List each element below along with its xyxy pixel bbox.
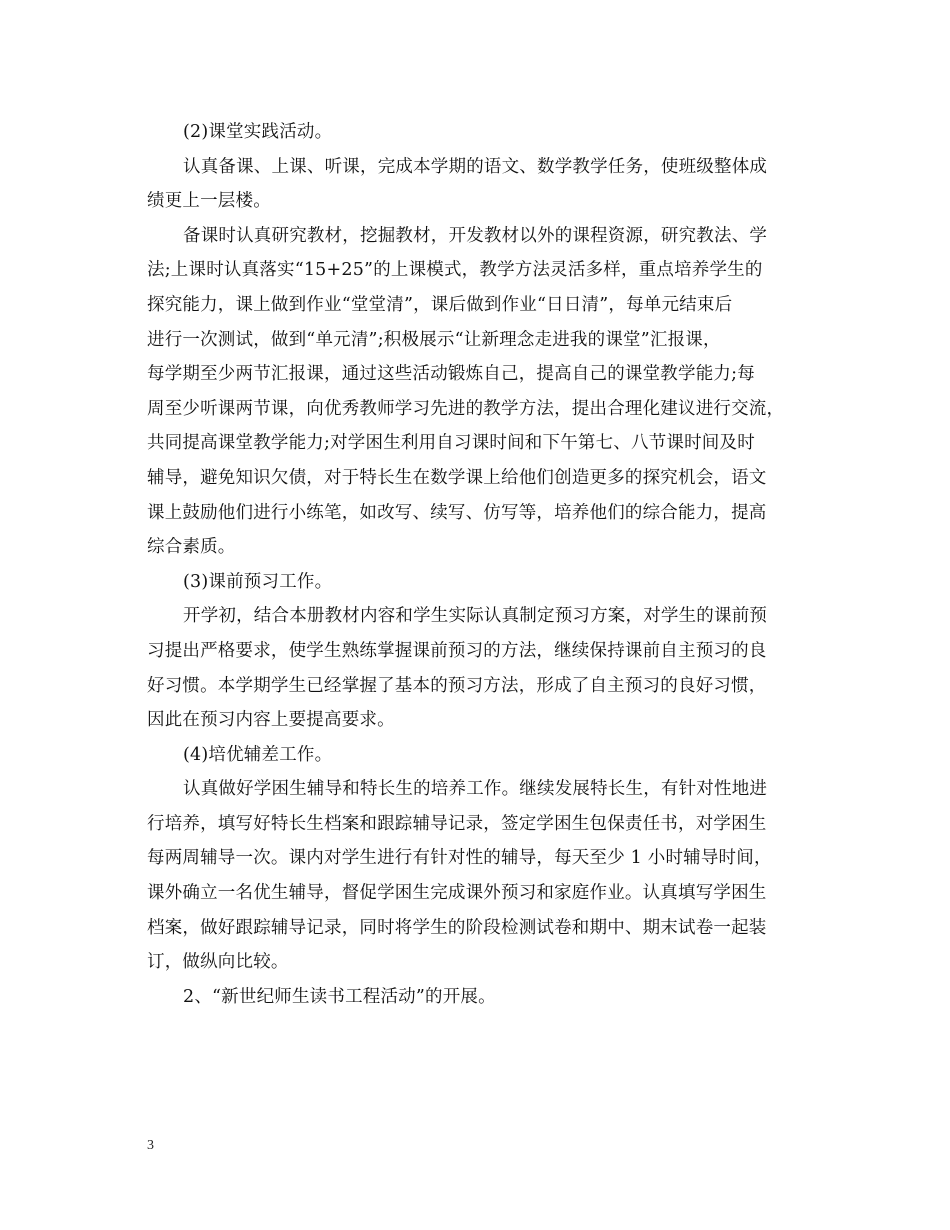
section-heading-reading-project: 2、“新世纪师生读书工程活动”的开展。 — [183, 986, 496, 1007]
paragraph-line: 综合素质。 — [147, 537, 236, 558]
paragraph-line: 绩更上一层楼。 — [147, 191, 271, 212]
paragraph-line: 认真备课、上课、听课，完成本学期的语文、数学教学任务，使班级整体成 — [183, 156, 768, 177]
paragraph-line: 订，做纵向比较。 — [147, 952, 289, 973]
paragraph-line: 因此在预习内容上要提高要求。 — [147, 710, 395, 731]
section-heading-tutoring-work: (4)培优辅差工作。 — [183, 744, 333, 765]
paragraph-line: 探究能力，课上做到作业“堂堂清”，课后做到作业“日日清”，每单元结束后 — [147, 294, 733, 315]
paragraph-line: 法;上课时认真落实“15+25”的上课模式，教学方法灵活多样，重点培养学生的 — [147, 260, 763, 281]
paragraph-line: 习提出严格要求，使学生熟练掌握课前预习的方法，继续保持课前自主预习的良 — [147, 640, 767, 661]
paragraph-line: 开学初，结合本册教材内容和学生实际认真制定预习方案，对学生的课前预 — [183, 606, 768, 627]
section-heading-classroom-practice: (2)课堂实践活动。 — [183, 122, 333, 142]
paragraph-line: 共同提高课堂教学能力;对学困生利用自习课时间和下午第七、八节课时间及时 — [147, 433, 755, 454]
paragraph-line: 认真做好学困生辅导和特长生的培养工作。继续发展特长生，有针对性地进 — [183, 779, 768, 800]
document-body — [147, 115, 812, 1014]
paragraph-line: 课外确立一名优生辅导，督促学困生完成课外预习和家庭作业。认真填写学困生 — [147, 883, 767, 904]
paragraph-line: 每两周辅导一次。课内对学生进行有针对性的辅导，每天至少 1 小时辅导时间， — [147, 848, 772, 869]
paragraph-line: 进行一次测试，做到“单元清”;积极展示“让新理念走进我的课堂”汇报课， — [147, 329, 721, 350]
paragraph-line: 周至少听课两节课，向优秀教师学习先进的教学方法，提出合理化建议进行交流， — [147, 398, 785, 419]
paragraph-line: 辅导，避免知识欠债，对于特长生在数学课上给他们创造更多的探究机会，语文 — [147, 467, 767, 488]
paragraph-line: 课上鼓励他们进行小练笔，如改写、续写、仿写等，培养他们的综合能力，提高 — [147, 502, 767, 523]
section-heading-preview-work: (3)课前预习工作。 — [183, 571, 333, 592]
paragraph-line: 每学期至少两节汇报课，通过这些活动锻炼自己，提高自己的课堂教学能力;每 — [147, 364, 755, 385]
paragraph-line: 档案，做好跟踪辅导记录，同时将学生的阶段检测试卷和期中、期末试卷一起装 — [147, 917, 767, 938]
paragraph-line: 行培养，填写好特长生档案和跟踪辅导记录，签定学困生包保责任书，对学困生 — [147, 813, 767, 834]
paragraph-line: 好习惯。本学期学生已经掌握了基本的预习方法，形成了自主预习的良好习惯， — [147, 675, 767, 696]
page-number: 3 — [147, 1138, 154, 1153]
paragraph-line: 备课时认真研究教材，挖掘教材，开发教材以外的课程资源，研究教法、学 — [183, 225, 768, 246]
